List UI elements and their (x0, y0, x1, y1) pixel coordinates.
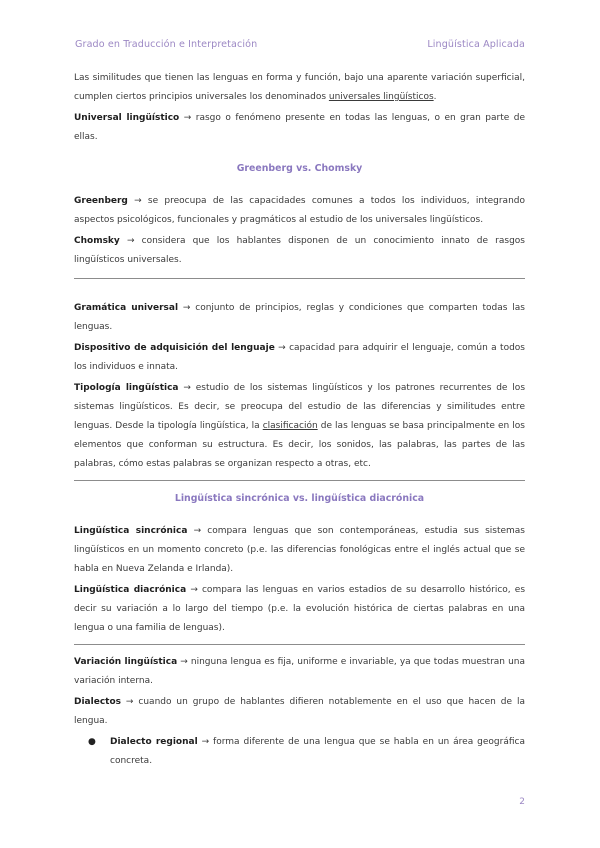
term-regional-dialect: Dialecto regional (110, 737, 198, 747)
paragraph-chomsky: Chomsky → considera que los hablantes disponen de un conocimiento innato de rasgos lingüísticos universales. (74, 236, 525, 265)
paragraph-typology: Tipología lingüística → estudio de los sistemas lingüísticos y los patrones recurrentes de los sistemas lingüísticos. Es decir, se preocupa del estudio de las diferencias y similitudes entre lenguas. Desde la tipología lingüística, la clasificación de las lenguas se basa principalmente en los elementos que conforman su estructura. Es decir, los sonidos, las palabras, las partes de las palabras, cómo estas palabras se organizan respecto a otras, etc. (74, 383, 526, 469)
term-chomsky: Chomsky (74, 236, 120, 246)
header-course: Grado en Traducción e Interpretación (75, 39, 258, 50)
term-dialects: Dialectos (74, 697, 121, 707)
term-diachronic: Lingüística diacrónica (74, 585, 187, 595)
underlined-term: universales lingüísticos (328, 92, 434, 102)
section-title-greenberg-chomsky: Greenberg vs. Chomsky (236, 163, 363, 174)
paragraph-greenberg: Greenberg → se preocupa de las capacidades comunes a todos los individuos, integrando aspectos psicológicos, funcionales y pragmáticos al estudio de los universales lingüísticos. (74, 196, 525, 225)
list-item-regional-dialect: ● Dialecto regional → forma diferente de una lengua que se habla en un área geográfica concreta. (74, 733, 525, 771)
paragraph-variation: Variación lingüística → ninguna lengua es fija, uniforme e invariable, ya que todas muestran una variación interna. (74, 657, 525, 686)
paragraph-dialects: Dialectos → cuando un grupo de hablantes difieren notablemente en el uso que hacen de la lengua. (74, 697, 525, 726)
term-greenberg: Greenberg (74, 196, 128, 206)
page-content (74, 69, 525, 773)
bullet-marker: ● (88, 737, 96, 747)
header-subject: Lingüística Aplicada (427, 39, 525, 50)
page-number: 2 (519, 797, 525, 807)
paragraph-universal-grammar: Gramática universal → conjunto de principios, reglas y condiciones que comparten todas las lenguas. (74, 303, 525, 332)
term-typology: Tipología lingüística (74, 383, 179, 393)
paragraph-universals-intro: Las similitudes que tienen las lenguas en forma y función, bajo una aparente variación superficial, cumplen ciertos principios universales los denominados universales lingüísticos. (74, 73, 525, 102)
term-universal: Universal lingüístico (74, 113, 180, 123)
term-variation: Variación lingüística (74, 657, 178, 667)
paragraph-diachronic: Lingüística diacrónica → compara las lenguas en varios estadios de su desarrollo histórico, es decir su variación a lo largo del tiempo (p.e. la evolución histórica de ciertas palabras en una lengua o una familia de lenguas). (74, 585, 526, 633)
paragraph-synchronic: Lingüística sincrónica → compara lenguas que son contemporáneas, estudia sus sistemas lingüísticos en un momento concreto (p.e. las diferencias fonológicas entre el inglés actual que se habla en Nueva Zelanda e Irlanda). (74, 526, 525, 574)
term-universal-grammar: Gramática universal (74, 303, 179, 313)
term-lad: Dispositivo de adquisición del lenguaje (74, 343, 275, 353)
paragraph-lad: Dispositivo de adquisición del lenguaje → capacidad para adquirir el lenguaje, común a todos los individuos e innata. (74, 343, 525, 372)
term-synchronic: Lingüística sincrónica (74, 526, 188, 536)
section-title-synchronic-diachronic: Lingüística sincrónica vs. lingüística diacrónica (174, 493, 425, 504)
underlined-term: clasificación (262, 421, 318, 431)
paragraph-universal-definition: Universal lingüístico → rasgo o fenómeno presente en todas las lenguas, o en gran parte de ellas. (74, 113, 525, 142)
